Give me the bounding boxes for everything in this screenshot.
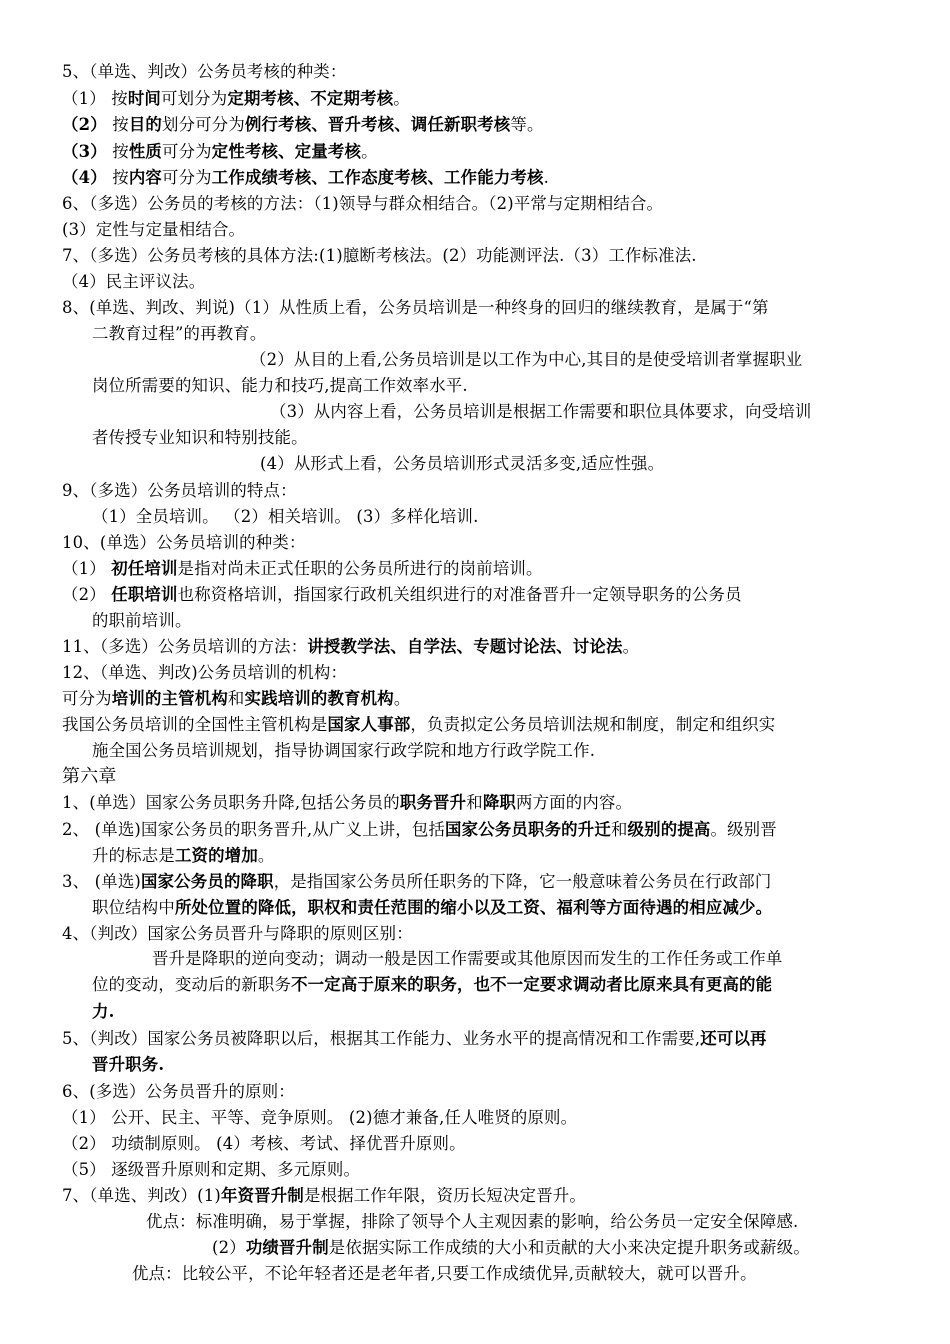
doc-line [260, 452, 664, 476]
line-text: 晋升是降职的逆向变动；调动一般是因工作需要或其他原因而发生的工作任务或工作单 [152, 949, 783, 968]
line-text: . [543, 168, 550, 187]
bold-text: 年资晋升制 [220, 1186, 304, 1205]
doc-line [62, 113, 544, 137]
doc-line [62, 87, 410, 111]
line-text: 8、(单选、判改、判说)（1）从性质上看，公务员培训是一种终身的回归的继续教育，是属于“第 [62, 298, 769, 317]
doc-line [92, 426, 308, 450]
doc-line [92, 844, 275, 868]
bold-text: 级别的提高 [627, 820, 711, 839]
doc-line [212, 1236, 810, 1260]
doc-line [62, 1027, 767, 1051]
line-text: 的职前培训。 [92, 611, 192, 630]
doc-line [62, 192, 663, 216]
line-text: （5） 逐级晋升原则和定期、多元原则。 [62, 1160, 361, 1179]
doc-line [62, 1184, 586, 1208]
doc-line [62, 270, 205, 294]
doc-line [92, 739, 595, 763]
doc-line [92, 505, 479, 529]
line-text: （1） 按 [62, 89, 128, 108]
doc-line [92, 1053, 164, 1077]
line-text: 职位结构中 [92, 898, 175, 917]
doc-line [62, 583, 742, 607]
line-text: 也称资格培训，指国家行政机关组织进行的对准备晋升一定领导职务的公务员 [177, 585, 742, 604]
bold-text: 所处位置的降低，职权和责任范围的缩小以及工资、福利等方面待遇的相应减少。 [174, 898, 773, 917]
bold-text: 国家人事部 [327, 715, 411, 734]
line-text: （2）从目的上看,公务员培训是以工作为中心,其目的是使受培训者掌握职业 [250, 350, 803, 369]
doc-line [132, 1262, 757, 1286]
doc-line [62, 557, 543, 581]
line-text: （2） [62, 585, 112, 604]
bold-text: 不一定高于原来的职务，也不一定要求调动者比原来具有更高的能 [291, 975, 773, 994]
line-text: 10、(单选）公务员培训的种类： [62, 533, 306, 552]
bold-text: 晋升职务. [92, 1055, 165, 1074]
line-text: 1、(单选）国家公务员职务升降,包括公务员的 [62, 793, 400, 812]
line-text: 12、（单选、判改)公务员培训的机构： [62, 663, 348, 682]
line-text: 等。 [510, 115, 544, 134]
doc-line [62, 635, 639, 659]
line-text: 和 [227, 689, 245, 708]
line-text: 3、 (单选) [62, 872, 141, 891]
line-text: 按 [106, 168, 129, 187]
doc-line [62, 1106, 577, 1130]
bold-text: 任职培训 [111, 585, 178, 604]
doc-line [62, 296, 769, 320]
line-text: 5、（判改）国家公务员被降职以后，根据其工作能力、业务水平的提高情况和工作需要, [62, 1029, 701, 1048]
line-text: 9、（多选）公务员培训的特点： [62, 481, 297, 500]
bold-text: 功绩晋升制 [245, 1238, 329, 1257]
line-text: 我国公务员培训的全国性主管机构是 [62, 715, 328, 734]
line-text: （4）民主评议法。 [62, 272, 206, 291]
doc-line [62, 531, 306, 555]
line-text: ，负责拟定公务员培训法规和制度，制定和组织实 [410, 715, 776, 734]
doc-line [92, 1000, 115, 1024]
line-text: 岗位所需要的知识、能力和技巧,提高工作效率水平. [92, 376, 468, 395]
line-text: (3）定性与定量相结合。 [62, 220, 246, 239]
bold-text: 时间 [127, 89, 161, 108]
bold-text: 还可以再 [700, 1029, 767, 1048]
line-text: 可划分为 [161, 89, 228, 108]
bold-text: 例行考核、晋升考核、调任新职考核 [244, 115, 511, 134]
line-text: 和 [466, 793, 483, 812]
bold-text: 国家公务员的降职 [141, 872, 274, 891]
bold-text: 初任培训 [111, 559, 178, 578]
bold-text: 降职 [482, 793, 517, 812]
line-text: 。 [361, 142, 378, 161]
bold-text: 工作成绩考核、工作态度考核、工作能力考核 [211, 168, 544, 187]
line-text: 。 [622, 637, 640, 656]
bold-text: 职务晋升 [399, 793, 467, 812]
line-text: 优点：标准明确，易于掌握，排除了领导个人主观因素的影响，给公务员一定安全保障感. [146, 1212, 799, 1231]
bold-text: 性质 [128, 142, 162, 161]
line-text: 4、（判改）国家公务员晋升与降职的原则区别： [62, 924, 413, 943]
line-text: 5、（单选、判改）公务员考核的种类： [62, 62, 347, 81]
line-text: 。 [257, 846, 275, 865]
line-text: 二教育过程”的再教育。 [92, 324, 267, 343]
line-text: 可分为 [162, 168, 212, 187]
bold-text: 工资的增加 [174, 846, 258, 865]
doc-line [146, 1210, 798, 1234]
bold-text: 定期考核、不定期考核 [227, 89, 394, 108]
line-text: （1） [62, 559, 112, 578]
doc-line [62, 1132, 466, 1156]
doc-line [62, 1080, 295, 1104]
line-text: 11、（多选）公务员培训的方法： [62, 637, 308, 656]
line-text: 7、（单选、判改）(1) [62, 1186, 221, 1205]
line-text: 。 [393, 689, 411, 708]
line-text: 是根据工作年限，资历长短决定晋升。 [303, 1186, 586, 1205]
line-text: 按 [106, 142, 129, 161]
bold-text: 定性考核、定量考核 [211, 142, 362, 161]
bold-text: 力. [92, 1002, 115, 1021]
doc-line [62, 791, 632, 815]
bold-text: 实践培训的教育机构 [244, 689, 394, 708]
line-text: 可分为 [62, 689, 112, 708]
doc-line [62, 1158, 360, 1182]
line-text: 7、（多选）公务员考核的具体方法:(1)臆断考核法。(2）功能测评法.（3）工作标准法. [62, 246, 697, 265]
doc-line [92, 896, 772, 920]
doc-line [92, 973, 772, 997]
doc-line [62, 922, 413, 946]
line-text: （2） 功绩制原则。 (4）考核、考试、择优晋升原则。 [62, 1134, 466, 1153]
line-text: 可分为 [162, 142, 212, 161]
doc-line [62, 166, 549, 190]
line-text: 是依据实际工作成绩的大小和贡献的大小来决定提升职务或薪级。 [328, 1238, 810, 1257]
line-text: 6、(多选）公务员晋升的原则： [62, 1082, 295, 1101]
bold-text: （2） [62, 115, 107, 134]
doc-line [152, 947, 782, 971]
line-text: （1）全员培训。 （2）相关培训。 (3）多样化培训. [92, 507, 479, 526]
line-text: 第六章 [62, 766, 117, 787]
line-text: 优点：比较公平，不论年轻者还是老年者,只要工作成绩优异,贡献较大，就可以晋升。 [132, 1264, 757, 1283]
line-text: 。 [393, 89, 410, 108]
doc-line [92, 322, 267, 346]
bold-text: 讲授教学法、自学法、专题讨论法、讨论法 [307, 637, 623, 656]
bold-text: （4） [62, 168, 107, 187]
line-text: (4）从形式上看，公务员培训形式灵活多变,适应性强。 [260, 454, 665, 473]
doc-line [62, 218, 245, 242]
doc-line [62, 713, 775, 737]
line-text: 是指对尚未正式任职的公务员所进行的岗前培训。 [177, 559, 543, 578]
doc-line [62, 244, 697, 268]
chapter-heading [62, 765, 117, 789]
doc-line [92, 374, 468, 398]
line-text: 。级别晋 [710, 820, 777, 839]
doc-line [62, 140, 378, 164]
doc-line [62, 60, 346, 84]
line-text: ，是指国家公务员所任职务的下降，它一般意味着公务员在行政部门 [273, 872, 772, 891]
bold-text: 目的 [128, 115, 162, 134]
line-text: (2） [212, 1238, 246, 1257]
line-text: 和 [610, 820, 628, 839]
doc-line [62, 479, 297, 503]
line-text: 施全国公务员培训规划，指导协调国家行政学院和地方行政学院工作. [92, 741, 596, 760]
doc-line [250, 348, 802, 372]
doc-line [62, 818, 777, 842]
doc-line [62, 687, 410, 711]
line-text: 6、（多选）公务员的考核的方法：（1)领导与群众相结合。（2)平常与定期相结合。 [62, 194, 664, 213]
doc-line [270, 400, 812, 424]
doc-line [92, 609, 192, 633]
doc-line [62, 661, 347, 685]
doc-line [62, 870, 771, 894]
line-text: 位的变动，变动后的新职务 [92, 975, 292, 994]
line-text: （3）从内容上看，公务员培训是根据工作需要和职位具体要求，向受培训 [270, 402, 812, 421]
bold-text: 培训的主管机构 [111, 689, 228, 708]
line-text: （1） 公开、民主、平等、竞争原则。 (2)德才兼备,任人唯贤的原则。 [62, 1108, 578, 1127]
line-text: 2、 (单选)国家公务员的职务晋升,从广义上讲，包括 [62, 820, 446, 839]
bold-text: 内容 [128, 168, 162, 187]
bold-text: 国家公务员职务的升迁 [445, 820, 611, 839]
line-text: 按 [106, 115, 129, 134]
line-text: 升的标志是 [92, 846, 175, 865]
line-text: 划分可分为 [162, 115, 245, 134]
line-text: 两方面的内容。 [516, 793, 633, 812]
line-text: 者传授专业知识和特别技能。 [92, 428, 308, 447]
bold-text: （3） [62, 142, 107, 161]
